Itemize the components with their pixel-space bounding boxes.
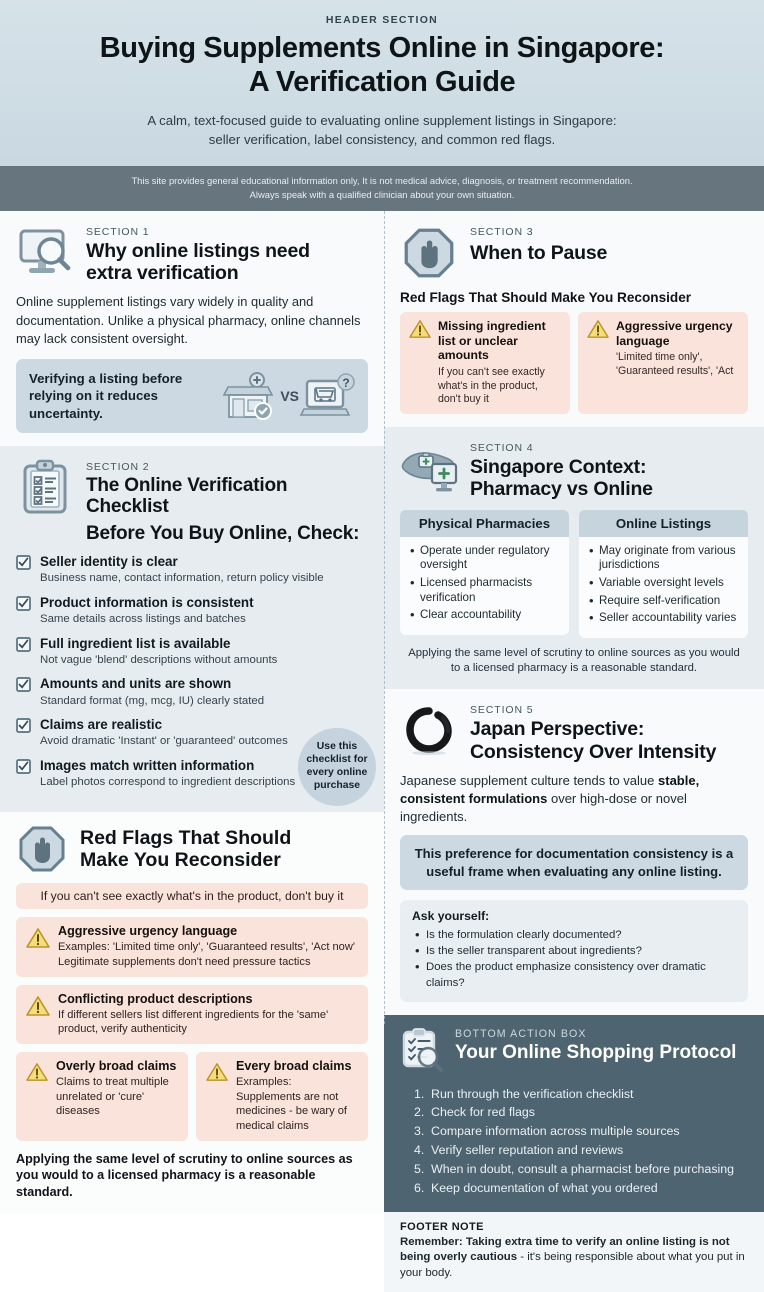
section-4-titles [470,441,748,500]
comparison-item: • Require self-verification [587,594,740,609]
red-flag-card-text [56,1059,178,1119]
section-3-kicker: SECTION 3 [470,225,534,238]
footer-text [400,1235,748,1282]
red-flag-card-desc1: If different sellers list different ingredients for the 'same' [58,1008,329,1021]
checklist-item-desc: Business name, contact information, return policy visible [40,571,324,584]
checklist-item-desc: Not vague 'blend' descriptions without amounts [40,653,278,666]
footer-bold: Remember: Taking extra time to verify an online listing is not being overly cautious [400,1235,730,1264]
header-subtitle-line2: seller verification, label consistency, and common red flags. [208,131,556,147]
comparison-item: • Variable oversight levels [587,576,740,591]
checklist-item-text [40,554,324,586]
red-flag-card [16,1052,188,1141]
warning-triangle-icon [206,1062,228,1087]
section-3-subhead: Red Flags That Should Make You Reconsider [400,289,692,305]
header-subtitle-line1: A calm, text-focused guide to evaluating online supplement listings in Singapore: [147,113,617,129]
page-title-line2: A Verification Guide [248,65,516,98]
section-5-titles [470,703,748,762]
section-3-cards [400,312,748,414]
section-2 [0,446,384,812]
red-flag-card-text [58,992,328,1037]
section-5-title-line1: Japan Perspective: [470,718,645,741]
enso-circle-icon [400,703,458,759]
checklist-item-desc: Label photos correspond to ingredient descriptions [40,776,296,789]
checklist-item-title: Seller identity is clear [40,553,178,569]
red-flags-title [80,827,291,871]
section-1 [0,211,384,446]
warning-triangle-icon [409,319,431,407]
page-title [30,32,734,99]
checklist-item-text [40,717,288,749]
section-1-callout [16,359,368,432]
comparison-item: • Seller accountability varies [587,611,740,626]
disclaimer-bar [0,166,764,211]
stop-hand-icon [16,824,68,874]
section-4-title [470,456,748,500]
checkbox-icon[interactable] [16,718,31,738]
pause-card-title: Missing ingredient list or unclear amounts [438,318,546,363]
section-3 [384,211,764,427]
comparison-item: • Licensed pharmacists verification [408,576,561,605]
section-4-kicker: SECTION 4 [470,442,534,455]
page-title-line1: Buying Supplements Online in Singapore: [99,32,665,64]
footer-rest: - it's being responsible about what you put in your body. [400,1251,745,1279]
s5-pre: Japanese supplement culture tends to value [400,772,659,788]
checklist-item-title: Images match written information [40,758,255,774]
action-step: Keep documentation of what you ordered [431,1180,658,1195]
comparison-column-physical [400,510,569,639]
svg-text:?: ? [342,376,350,391]
red-flag-card [16,917,368,976]
red-flag-card [16,985,368,1044]
section-5-quote: This preference for documentation consistency is a useful frame when evaluating any online listing. [400,835,748,889]
bottom-action-box [384,1015,764,1212]
red-flag-card-desc2: product, verify authenticity [58,1023,187,1036]
comparison-body [579,537,748,639]
pause-card [578,312,748,414]
section-3-title: When to Pause [470,241,608,264]
section-1-callout-text: Verifying a listing before relying on it reduces uncertainty. [29,371,183,421]
header-section [0,0,764,166]
action-step: When in doubt, consult a pharmacist before purchasing [431,1161,735,1176]
monitor-magnifier-icon [16,225,74,281]
pause-card-title: Aggressive urgency language [616,318,733,348]
disclaimer-line1: This site provides general educational information only, It is not medical advice, diagnosis, or treatment recommendation. [131,174,633,186]
section-3-titles [470,225,748,264]
warning-triangle-icon [587,319,609,407]
comparison-table [400,510,748,639]
section-5-title-line2: Consistency Over Intensity [470,740,717,763]
red-flags-note: If you can't see exactly what's in the product, don't buy it [16,883,368,909]
header-subtitle [72,112,692,149]
checklist-item-text [40,595,254,627]
body-columns [0,211,764,1279]
red-flag-card-desc: Exramples: Supplements are not medicines - be wary of medical claims [236,1076,347,1132]
red-flag-card-text [58,924,355,969]
comparison-item: • Operate under regulatory oversight [408,544,561,573]
action-step: Compare information across multiple sources [431,1124,680,1139]
red-flag-card-desc: Claims to treat multiple unrelated or 'cure' diseases [56,1076,169,1118]
column-divider [384,211,385,1024]
stop-hand-icon [400,225,458,281]
vs-label: VS [280,388,299,405]
checkbox-icon[interactable] [16,677,31,697]
checklist-item-desc: Avoid dramatic 'Instant' or 'guaranteed' outcomes [40,735,288,748]
section-2-title-line2: Before You Buy Online, Check: [86,523,360,545]
comparison-body [400,537,569,636]
red-flags-footer: Applying the same level of scrutiny to online sources as you would to a licensed pharmacy is a reasonable standard. [16,1151,353,1200]
warning-triangle-icon [26,995,50,1022]
action-box-kicker: BOTTOM ACTION BOX [455,1027,587,1040]
red-flag-card-title: Every broad claims [236,1058,352,1073]
checklist-item-title: Claims are realistic [40,717,163,733]
section-1-titles [86,225,368,284]
use-this-checklist-badge: Use this checklist for every online purchase [298,728,376,806]
red-flag-card-title: Conflicting product descriptions [58,991,253,1006]
action-box-title: Your Online Shopping Protocol [455,1041,737,1063]
footer-kicker: FOOTER NOTE [400,1220,484,1233]
checklist-item-title: Product information is consistent [40,594,254,610]
checklist-item-text [40,636,277,668]
section-1-title [86,240,368,284]
comparison-item: • May originate from various jurisdictions [587,544,740,573]
online-cart-laptop-icon [303,373,355,419]
action-step: Check for red flags [431,1105,535,1120]
pharmacy-store-icon [224,373,276,419]
section-1-title-line1: Why online listings need [86,239,310,262]
singapore-map-medical-icon [400,441,458,497]
section-2-kicker: SECTION 2 [86,460,150,473]
red-flag-card-title: Aggressive urgency language [58,924,238,939]
checklist-item-desc: Standard format (mg, mcg, IU) clearly stated [40,694,265,707]
section-2-titles [86,460,368,545]
ask-yourself-title: Ask yourself: [412,908,490,923]
section-1-head [16,225,368,284]
section-2-head [16,460,368,545]
comparison-item: • Clear accountability [408,608,561,623]
checklist-item[interactable] [16,554,368,586]
checklist-item[interactable] [16,595,368,627]
red-flag-card-desc1: Examples: 'Limited time only', 'Guaranteed results', 'Act now' [58,941,355,954]
section-3-head [400,225,748,281]
checklist-item-title: Amounts and units are shown [40,676,232,692]
action-step: Run through the verification checklist [431,1086,634,1101]
pause-card [400,312,570,414]
comparison-header: Online Listings [579,510,748,537]
section-4-footer: Applying the same level of scrutiny to online sources as you would to a licensed pharmacy is a reasonable standard. [408,647,740,675]
checklist-item-title: Full ingredient list is available [40,635,231,651]
section-2-title-line1: The Online Verification Checklist [86,474,288,518]
s5-post: over high-dose or novel ingredients. [400,791,687,825]
left-column [0,211,384,1200]
red-flags-left-section [0,812,384,1214]
section-5-head [400,703,748,762]
action-box-titles [455,1028,736,1063]
pause-card-text [438,319,561,407]
checkbox-icon[interactable] [16,759,31,779]
section-5 [384,689,764,1014]
red-flag-card-text [236,1059,358,1134]
action-steps-list [400,1085,748,1198]
red-flag-pair-row [16,1052,368,1141]
comparison-column-online [579,510,748,639]
pause-card-desc: 'Limited time only', 'Guaranteed results', 'Act [616,351,734,377]
ask-item: • Is the formulation clearly documented? [412,927,736,943]
section-1-title-line2: extra verification [86,262,239,285]
footer-note [384,1212,764,1292]
checklist-item-desc: Same details across listings and batches [40,612,246,625]
checkbox-icon[interactable] [16,555,31,575]
action-box-head [400,1028,748,1077]
red-flag-card [196,1052,368,1141]
disclaimer-line2: Always speak with a qualified clinician about your own situation. [249,188,515,200]
red-flag-card-title: Overly broad claims [56,1058,177,1073]
checklist-item-text [40,676,264,708]
clipboard-magnifier-icon [400,1028,444,1077]
checklist-item[interactable] [16,636,368,668]
section-5-kicker: SECTION 5 [470,704,534,717]
red-flags-title-line2: Make You Reconsider [80,849,281,872]
clipboard-checklist-icon [16,460,74,516]
checklist-item-text [40,758,295,790]
ask-item: • Does the product emphasize consistency over dramatic claims? [412,959,736,991]
section-4-title-line1: Singapore Context: [470,456,647,479]
section-4-head [400,441,748,500]
pause-card-text [616,319,739,407]
warning-triangle-icon [26,927,50,954]
section-4 [384,427,764,689]
checklist-item[interactable] [16,676,368,708]
ask-item: • Is the seller transparent about ingredients? [412,943,736,959]
red-flags-head [16,824,368,874]
header-kicker: HEADER SECTION [325,14,439,26]
ask-yourself-box [400,900,748,1002]
pause-card-desc: If you can't see exactly what's in the product, don't buy it [438,365,545,406]
red-flags-title-line1: Red Flags That Should [80,827,292,850]
right-column [384,211,764,1279]
warning-triangle-icon [26,1062,48,1087]
section-1-body: Online supplement listings vary widely in quality and documentation. Unlike a physical pharmacy, online channels may lack consistent oversight. [16,294,361,346]
s5-bold: stable, consistent formulations [400,772,700,807]
pharmacy-vs-online-art [224,373,355,419]
checkbox-icon[interactable] [16,637,31,657]
section-5-title [470,718,748,762]
checkbox-icon[interactable] [16,596,31,616]
section-5-paragraph [400,772,748,827]
comparison-header: Physical Pharmacies [400,510,569,537]
section-4-title-line2: Pharmacy vs Online [470,478,653,501]
section-2-title [86,475,368,545]
section-1-kicker: SECTION 1 [86,225,150,238]
red-flag-card-desc2: Legitimate supplements don't need pressure tactics [58,955,311,968]
action-step: Verify seller reputation and reviews [431,1143,624,1158]
